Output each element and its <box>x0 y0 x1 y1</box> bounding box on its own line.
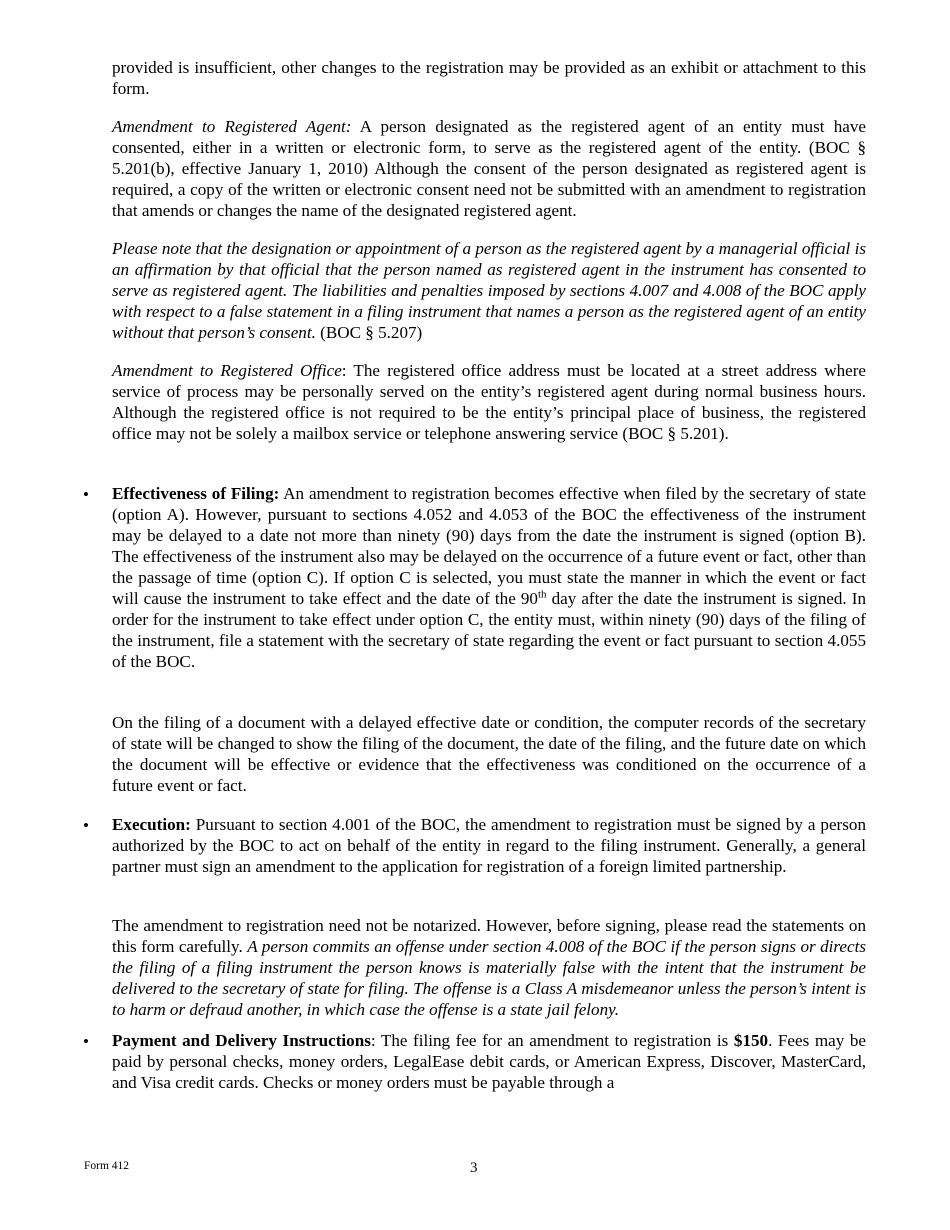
bullet-execution: • <box>83 816 89 835</box>
registered-agent-paragraph: Amendment to Registered Agent: A person designated as the registered agent of an entity must have consented, either in a written or electronic form, to serve as the registered agent of the entity. (BOC § 5.201(b), effective January 1, 2010) Although the consent of the person designated as registered agent is required, a copy of the written or electronic consent need not be submitted with an amendment to registration that amends or changes the name of the designated registered agent. <box>112 117 867 220</box>
registered-agent-notice-paragraph: Please note that the designation or appointment of a person as the registered agent by a managerial official is an affirmation by that official that the person named as registered agent in the instrument has consented to serve as registered agent. The liabilities and penalties imposed by sections 4.007 and 4.008 of the BOC apply with respect to a false statement in a filing instrument that names a person as the registered agent of an entity without that person’s consent. (BOC § 5.207) <box>112 239 866 342</box>
registered-office-paragraph: Amendment to Registered Office: The registered office address must be located at a street address where service of process may be personally served on the entity’s registered agent during normal business hours. Although the registered office is not required to be the entity’s principal place of business, the registered office may not be solely a mailbox service or telephone answering service (BOC § 5.201). <box>112 361 866 443</box>
registered-agent-heading: Amendment to Registered Agent: <box>112 117 352 136</box>
execution-paragraph: Execution: Pursuant to section 4.001 of the BOC, the amendment to registration must be signed by a person authorized by the BOC to act on behalf of the entity in regard to the filing instrument. Generally, a general partner must sign an amendment to the application for registration of a foreign limited partnership. <box>112 815 866 876</box>
registered-office-heading: Amendment to Registered Office <box>112 361 342 380</box>
effectiveness-paragraph: Effectiveness of Filing: An amendment to registration becomes effective when filed by the secretary of state (option A). However, pursuant to sections 4.052 and 4.053 of the BOC the effectiveness of the instrument may be delayed to a date not more than ninety (90) days from the date the instrument is signed (option B). The effectiveness of the instrument also may be delayed on the occurrence of a future event or fact, other than the passage of time (option C). If option C is selected, you must state the manner in which the event or fact will cause the instrument to take effect and the date of the 90th day after the date the instrument is signed. In order for the instrument to take effect under option C, the entity must, within ninety (90) days of the filing of the instrument, file a statement with the secretary of state regarding the event or fact pursuant to section 4.055 of the BOC. <box>112 484 867 671</box>
effectiveness-heading: Effectiveness of Filing: <box>112 484 280 503</box>
page-number: 3 <box>470 1160 478 1176</box>
filing-fee: $150 <box>733 1031 769 1050</box>
bullet-effectiveness: • <box>83 485 89 504</box>
intro-paragraph: provided is insufficient, other changes to the registration may be provided as an exhibit or attachment to this form. <box>112 58 866 98</box>
execution-heading: Execution: <box>112 815 191 834</box>
payment-heading: Payment and Delivery Instructions <box>112 1031 371 1050</box>
delayed-effective-paragraph: On the filing of a document with a delayed effective date or condition, the computer records of the secretary of state will be changed to show the filing of the document, the date of the filing, and the future date on which the document will be effective or evidence that the effectiveness was conditioned on the occurrence of a future event or fact. <box>112 713 866 795</box>
notarization-paragraph: The amendment to registration need not be notarized. However, before signing, please read the statements on this form carefully. A person commits an offense under section 4.008 of the BOC if the person signs or directs the filing of a filing instrument the person knows is materially false with the intent that the instrument be delivered to the secretary of state for filing. The offense is a Class A misdemeanor unless the person’s intent is to harm or defraud another, in which case the offense is a state jail felony. <box>112 916 866 1019</box>
bullet-payment: • <box>83 1032 89 1051</box>
payment-paragraph: Payment and Delivery Instructions: The filing fee for an amendment to registration is $150. Fees may be paid by personal checks, money orders, LegalEase debit cards, or American Express, Discover, MasterCard, and Visa credit cards. Checks or money orders must be payable through a <box>112 1031 866 1092</box>
form-number: Form 412 <box>84 1160 130 1172</box>
